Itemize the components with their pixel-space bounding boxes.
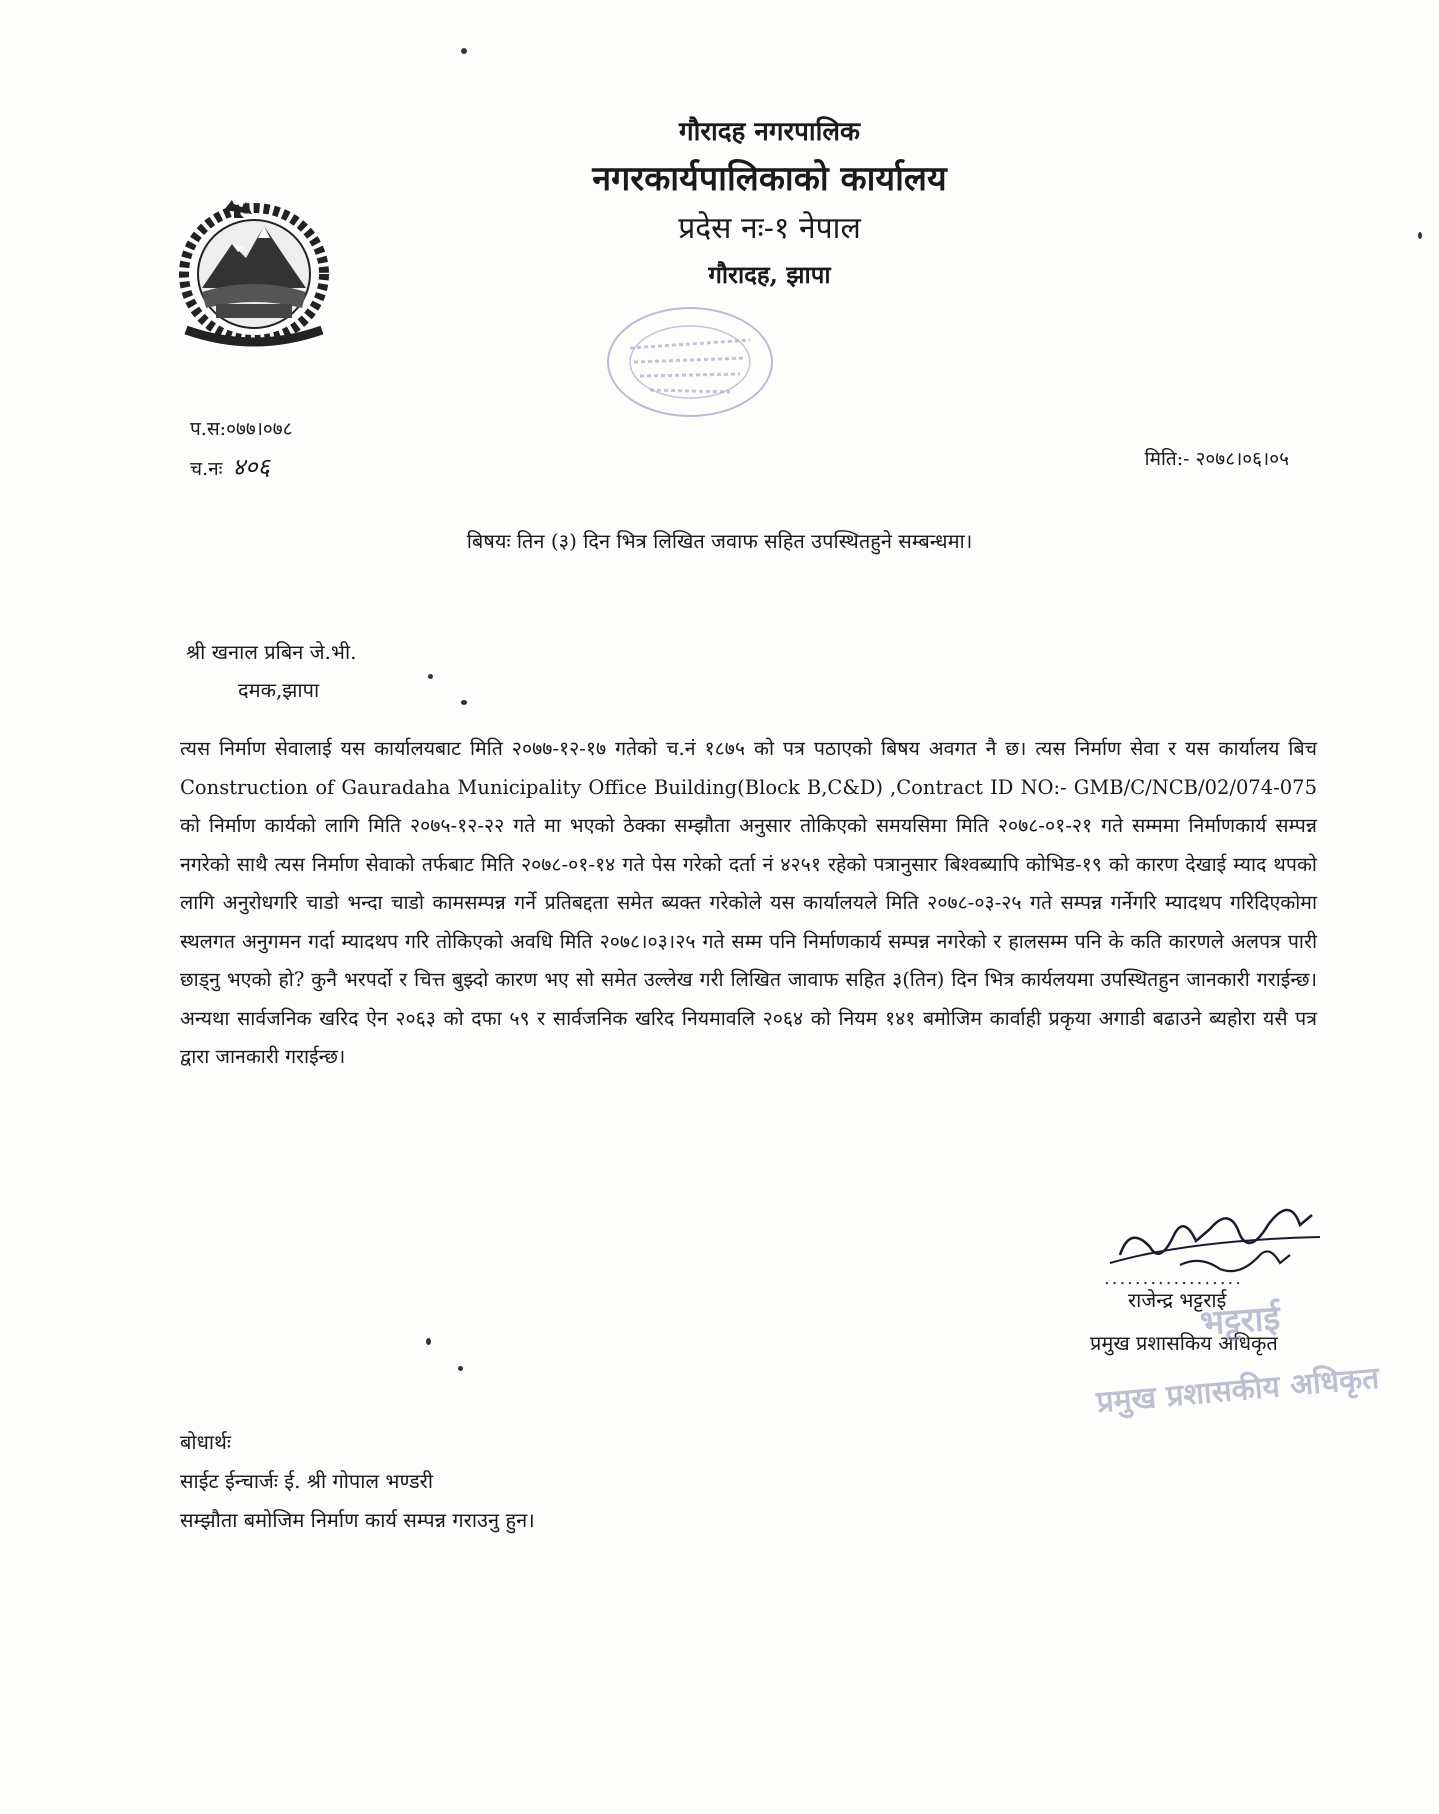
scan-speck <box>458 1366 463 1371</box>
scan-speck <box>428 674 433 679</box>
recipient-address: दमक,झापा <box>238 678 320 702</box>
scan-speck <box>426 1338 431 1345</box>
letter-date: मिति:- २०७८।०६।०५ <box>1144 448 1289 470</box>
cc-title: बोधार्थः <box>180 1430 231 1454</box>
letter-body <box>180 730 1317 1077</box>
scan-speck <box>461 700 467 705</box>
chalani-number <box>190 450 270 483</box>
municipality-name: गौरादह नगरपालिक <box>679 117 860 147</box>
cc-recipient: साईट ईन्चार्जः ई. श्री गोपाल भण्डरी <box>180 1469 434 1493</box>
address-line: गौरादह, झापा <box>708 260 831 289</box>
scan-speck <box>461 48 467 54</box>
body-paragraph: त्यस निर्माण सेवालाई यस कार्यालयबाट मिति २०७७-१२-१७ गतेको च.नं १८७५ को पत्र पठाएको बिषय अवगत नै छ। त्यस निर्माण सेवा र यस कार्यालय बिच Construction of Gauradaha Municipality Office Building(Block B,C&D) ,Contract ID NO:- GMB/C/NCB/02/074-075 को निर्माण कार्यको लागि मिति २०७५-१२-२२ गते मा भएको ठेक्का सम्झौता अनुसार तोकिएको समयसिमा मिति २०७८-०१-२१ गते सम्ममा निर्माणकार्य सम्पन्न नगरेको साथै त्यस निर्माण सेवाको तर्फबाट मिति २०७८-०१-१४ गते पेस गरेको दर्ता नं ४२५१ रहेको पत्रानुसार बिश्वब्यापि कोभिड-१९ को कारण देखाई म्याद थपको लागि अनुरोधगरि चाडो भन्दा चाडो कामसम्पन्न गर्ने प्रतिबद्दता समेत ब्यक्त गरेकोले यस कार्यालयले मिति २०७८-०३-२५ गते सम्पन्न गर्नेगरि म्यादथप गरिदिएकोमा स्थलगत अनुगमन गर्दा म्यादथप गरि तोकिएको अवधि मिति २०७८।०३।२५ गते सम्म पनि निर्माणकार्य सम्पन्न नगरेको र हालसम्म पनि के कति कारणले अलपत्र पारी छाड्नु भएको हो? कुनै भरपर्दो र चित्त बुझ्दो कारण भए सो समेत उल्लेख गरी लिखित जावाफ सहित ३(तिन) दिन भित्र कार्यलयमा उपस्थितहुन जानकारी गराईन्छ।अन्यथा सार्वजनिक खरिद ऐन २०६३ को दफा ५९ र सार्वजनिक खरिद नियमावलि २०६४ को नियम १४१ बमोजिम कार्वाही प्रकृया अगाडी बढाउने ब्यहोरा यसै पत्र द्वारा जानकारी गराईन्छ। <box>180 737 1317 1068</box>
scan-speck <box>1418 232 1422 239</box>
patra-sankhya: प.स:०७७।०७८ <box>190 418 293 440</box>
signature-dots: .................. <box>1104 1268 1243 1289</box>
office-stamp-icon <box>590 300 790 430</box>
cc-instruction: सम्झौता बमोजिम निर्माण कार्य सम्पन्न गराउनु हुन। <box>180 1508 535 1532</box>
subject-line: बिषयः तिन (३) दिन भित्र लिखित जवाफ सहित उपस्थितहुने सम्बन्धमा। <box>466 529 973 553</box>
seal-title-stamp: प्रमुख प्रशासकीय अधिकृत <box>1095 1360 1381 1421</box>
recipient-name: श्री खनाल प्रबिन जे.भी. <box>186 640 357 664</box>
seal-name-stamp: भट्टराई <box>1198 1298 1282 1344</box>
signatory-name: राजेन्द्र भट्टराई <box>1128 1288 1227 1312</box>
chalani-label: च.नः <box>190 458 223 480</box>
office-name: नगरकार्यपालिकाको कार्यालय <box>592 159 947 199</box>
chalani-value: ४०६ <box>232 453 270 481</box>
province-line: प्रदेस नः-१ नेपाल <box>678 211 861 246</box>
signatory-title: प्रमुख प्रशासकिय अधिकृत <box>1090 1331 1278 1355</box>
